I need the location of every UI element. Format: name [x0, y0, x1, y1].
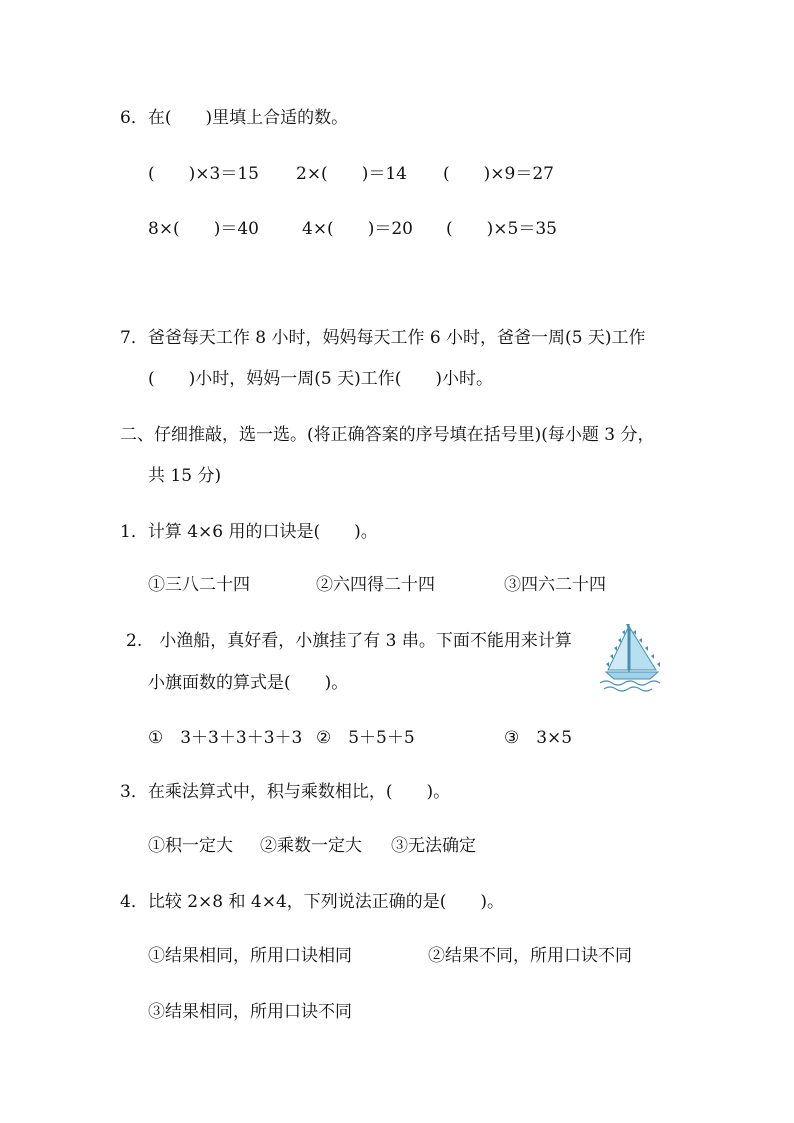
hull	[606, 672, 658, 679]
s2q3-option-2: ②乘数一定大	[260, 836, 362, 856]
s2q2-line-1: 2. 小渔船，真好看，小旗挂了有 3 串。下面不能用来计算	[126, 631, 572, 651]
q6-eq-1: ( )×3＝15	[148, 164, 259, 184]
s2q4-option-3: ③结果相同，所用口诀不同	[148, 1002, 352, 1022]
q6-stem: 6．在( )里填上合适的数。	[120, 108, 349, 128]
q7-line-1: 7．爸爸每天工作 8 小时，妈妈每天工作 6 小时，爸爸一周(5 天)工作	[120, 328, 646, 348]
s2q2-option-3: ③ 3×5	[504, 728, 573, 748]
q7-line-2: ( )小时，妈妈一周(5 天)工作( )小时。	[148, 369, 494, 389]
s2q1-stem: 1．计算 4×6 用的口诀是( )。	[120, 522, 378, 542]
q6-eq-4: 8×( )＝40	[148, 219, 259, 239]
q6-eq-2: 2×( )＝14	[296, 164, 407, 184]
s2q3-stem: 3．在乘法算式中，积与乘数相比，( )。	[120, 782, 451, 802]
q6-eq-3: ( )×9＝27	[443, 164, 554, 184]
s2q3-option-1: ①积一定大	[148, 836, 233, 856]
s2q3-option-3: ③无法确定	[391, 836, 476, 856]
s2q4-option-2: ②结果不同，所用口诀不同	[428, 946, 632, 966]
q6-eq-5: 4×( )＝20	[302, 219, 413, 239]
wave-2	[604, 687, 652, 691]
wave-1	[600, 681, 660, 685]
s2q4-option-1: ①结果相同，所用口诀相同	[148, 946, 352, 966]
s2q2-line-2: 小旗面数的算式是( )。	[148, 673, 349, 693]
q6-eq-6: ( )×5＝35	[446, 219, 557, 239]
right-sail	[630, 628, 656, 670]
s2q2-option-2: ② 5＋5＋5	[316, 728, 415, 748]
s2q4-stem: 4．比较 2×8 和 4×4，下列说法正确的是( )。	[120, 892, 505, 912]
sailboat-icon	[598, 622, 666, 694]
section-2-line-2: 共 15 分)	[148, 466, 222, 486]
s2q1-option-2: ②六四得二十四	[316, 575, 435, 595]
left-sail	[608, 628, 628, 670]
section-2-line-1: 二、仔细推敲，选一选。(将正确答案的序号填在括号里)(每小题 3 分，	[120, 425, 655, 445]
s2q2-option-1: ① 3＋3＋3＋3＋3	[148, 728, 303, 748]
s2q1-option-1: ①三八二十四	[148, 575, 250, 595]
s2q1-option-3: ③四六二十四	[504, 575, 606, 595]
